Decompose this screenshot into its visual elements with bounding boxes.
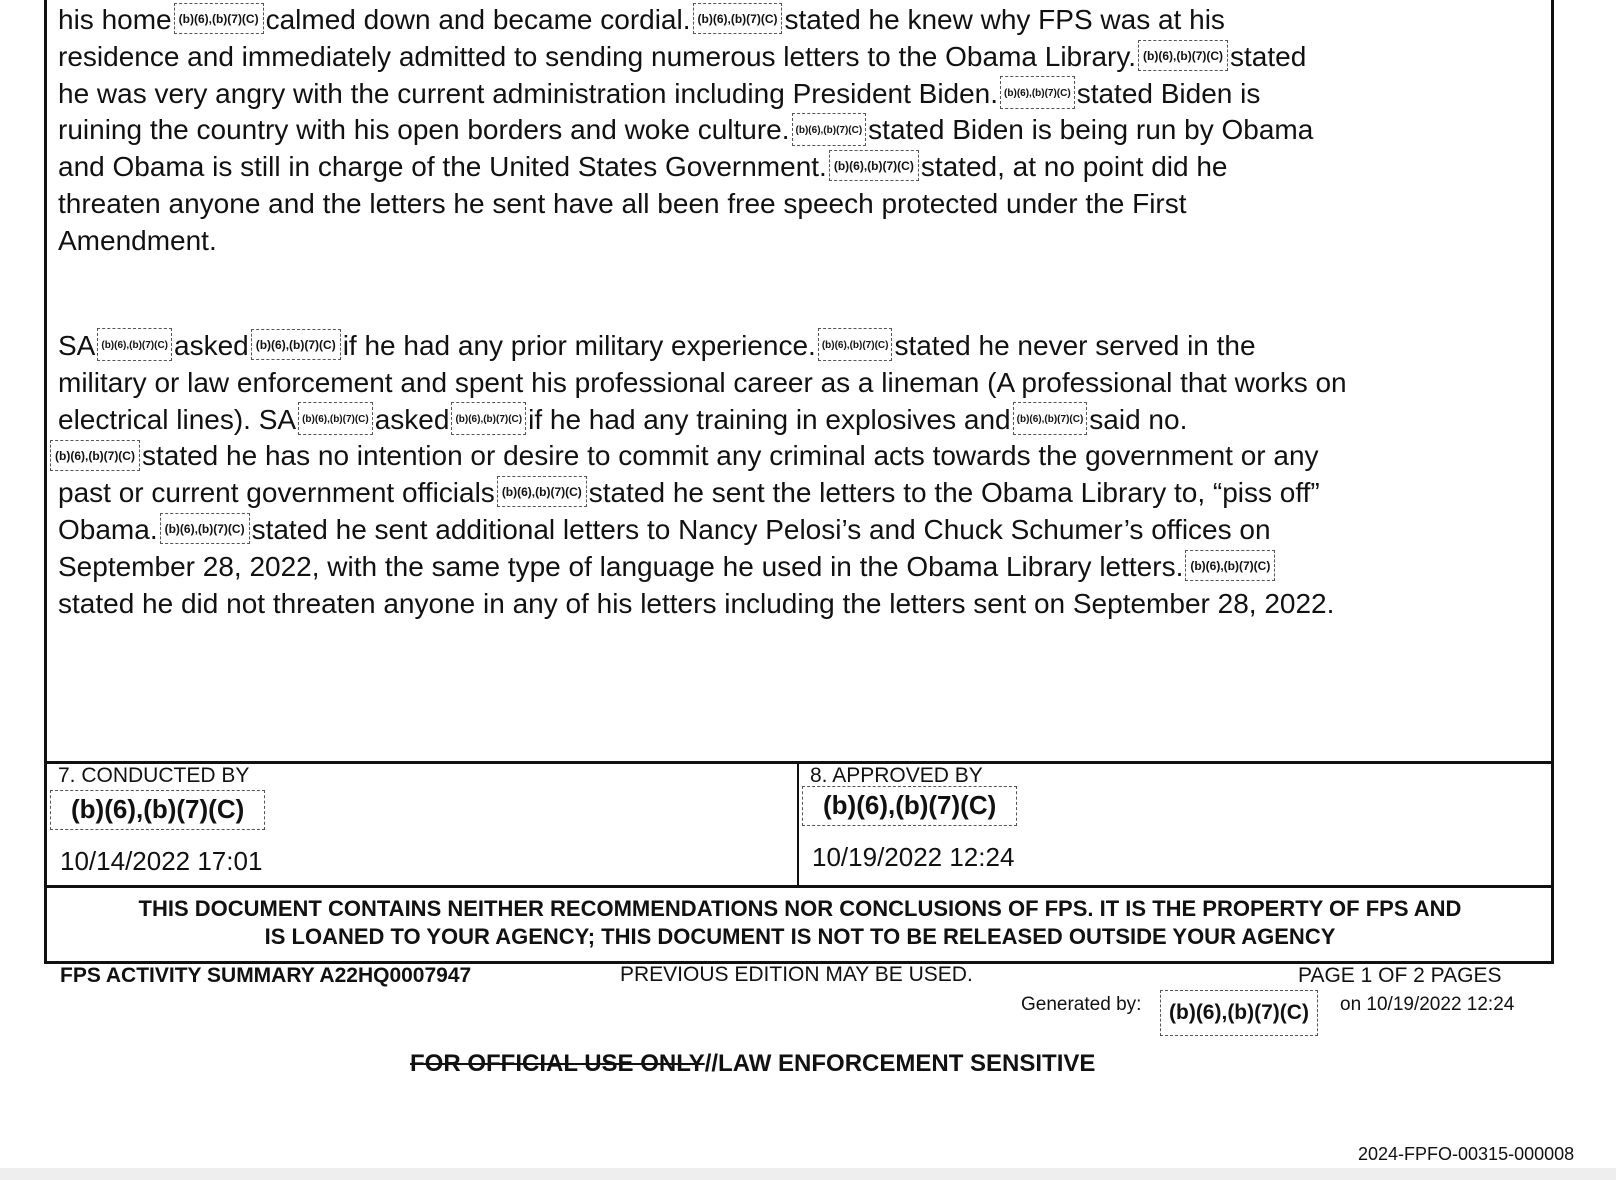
generated-by-label: Generated by: <box>1021 994 1142 1015</box>
redaction-box: (b)(6),(b)(7)(C) <box>497 476 587 507</box>
redaction-box: (b)(6),(b)(7)(C) <box>818 328 893 361</box>
page-bottom-bar <box>0 1168 1616 1180</box>
redaction-box: (b)(6),(b)(7)(C) <box>829 150 919 181</box>
redaction-box: (b)(6),(b)(7)(C) <box>1185 550 1275 581</box>
page-count: PAGE 1 OF 2 PAGES <box>1298 964 1502 987</box>
classification-marking <box>410 1050 1095 1078</box>
redaction-box: (b)(6),(b)(7)(C) <box>1013 402 1088 435</box>
activity-summary-id: FPS ACTIVITY SUMMARY A22HQ0007947 <box>60 964 472 987</box>
notice-top-rule <box>44 885 1554 888</box>
generated-date: on 10/19/2022 12:24 <box>1340 994 1515 1015</box>
redaction-box: (b)(6),(b)(7)(C) <box>174 3 264 34</box>
approved-by-label: 8. APPROVED BY <box>810 764 983 787</box>
redaction-box: (b)(6),(b)(7)(C) <box>792 113 867 146</box>
notice-text: THIS DOCUMENT CONTAINS NEITHER RECOMMENDATIONS NOR CONCLUSIONS OF FPS. IT IS THE PROPERTY OF FPS AND IS LOANED TO YOUR AGENCY; THIS DOCUMENT IS NOT TO BE RELEASED OUTSIDE YOUR AGENCY <box>138 896 1462 949</box>
les-text: //LAW ENFORCEMENT SENSITIVE <box>704 1050 1096 1077</box>
generated-by-redaction: (b)(6),(b)(7)(C) <box>1160 990 1318 1036</box>
signature-top-rule <box>44 761 1554 764</box>
approved-date: 10/19/2022 12:24 <box>812 842 1015 872</box>
narrative-paragraph-1: his home (b)(6),(b)(7)(C) calmed down and became cordial. (b)(6),(b)(7)(C) stated he knew why FPS was at his residence and immediately admitted to sending numerous letters to the Obama Library. (b)(6),(b)(7)(C) stated he was very angry with the current administration including President Biden. (b)(6),(b)(7)(C) stated Biden is ruining the country with his open borders and woke culture. (b)(6),(b)(7)(C) stated Biden is being run by Obama and Obama is still in charge of the United States Government. (b)(6),(b)(7)(C) stated, at no point did he threaten anyone and the letters he sent have all been free speech protected under the First Amendment. <box>58 4 1314 256</box>
redaction-box: (b)(6),(b)(7)(C) <box>298 402 373 435</box>
redaction-box: (b)(6),(b)(7)(C) <box>451 402 526 435</box>
approved-by-redaction: (b)(6),(b)(7)(C) <box>802 786 1017 826</box>
redaction-box: (b)(6),(b)(7)(C) <box>97 328 172 361</box>
conducted-by-label: 7. CONDUCTED BY <box>58 764 250 787</box>
redaction-box: (b)(6),(b)(7)(C) <box>1000 76 1075 109</box>
redaction-box: (b)(6),(b)(7)(C) <box>693 3 783 34</box>
redaction-box: (b)(6),(b)(7)(C) <box>1138 40 1228 71</box>
document-id: 2024-FPFO-00315-000008 <box>1358 1144 1575 1164</box>
conducted-date: 10/14/2022 17:01 <box>60 846 263 876</box>
signature-divider <box>797 761 799 887</box>
fouo-struck-text: FOR OFFICIAL USE ONLY <box>410 1050 705 1077</box>
conducted-by-redaction: (b)(6),(b)(7)(C) <box>50 790 265 830</box>
redaction-box: (b)(6),(b)(7)(C) <box>251 329 341 360</box>
narrative-paragraph-2: SA (b)(6),(b)(7)(C) asked (b)(6),(b)(7)(C) if he had any prior military experience. (b)(6),(b)(7)(C) stated he never served in the military or law enforcement and spent his professional career as a lineman (A professional that works on electrical lines). SA (b)(6),(b)(7)(C) asked (b)(6),(b)(7)(C) if he had any training in explosives and (b)(6),(b)(7)(C) said no. (b)(6),(b)(7)(C) stated he has no intention or desire to commit any criminal acts towards the government or any past or current government officials (b)(6),(b)(7)(C) stated he sent the letters to the Obama Library to, “piss off” Obama. (b)(6),(b)(7)(C) stated he sent additional letters to Nancy Pelosi’s and Chuck Schumer’s offices on September 28, 2022, with the same type of language he used in the Obama Library letters. (b)(6),(b)(7)(C) stated he did not threaten anyone in any of his letters including the letters sent on September 28, 2022. <box>58 328 1558 622</box>
redaction-box: (b)(6),(b)(7)(C) <box>160 513 250 544</box>
redaction-box: (b)(6),(b)(7)(C) <box>50 440 140 471</box>
previous-edition-note: PREVIOUS EDITION MAY BE USED. <box>620 963 973 986</box>
